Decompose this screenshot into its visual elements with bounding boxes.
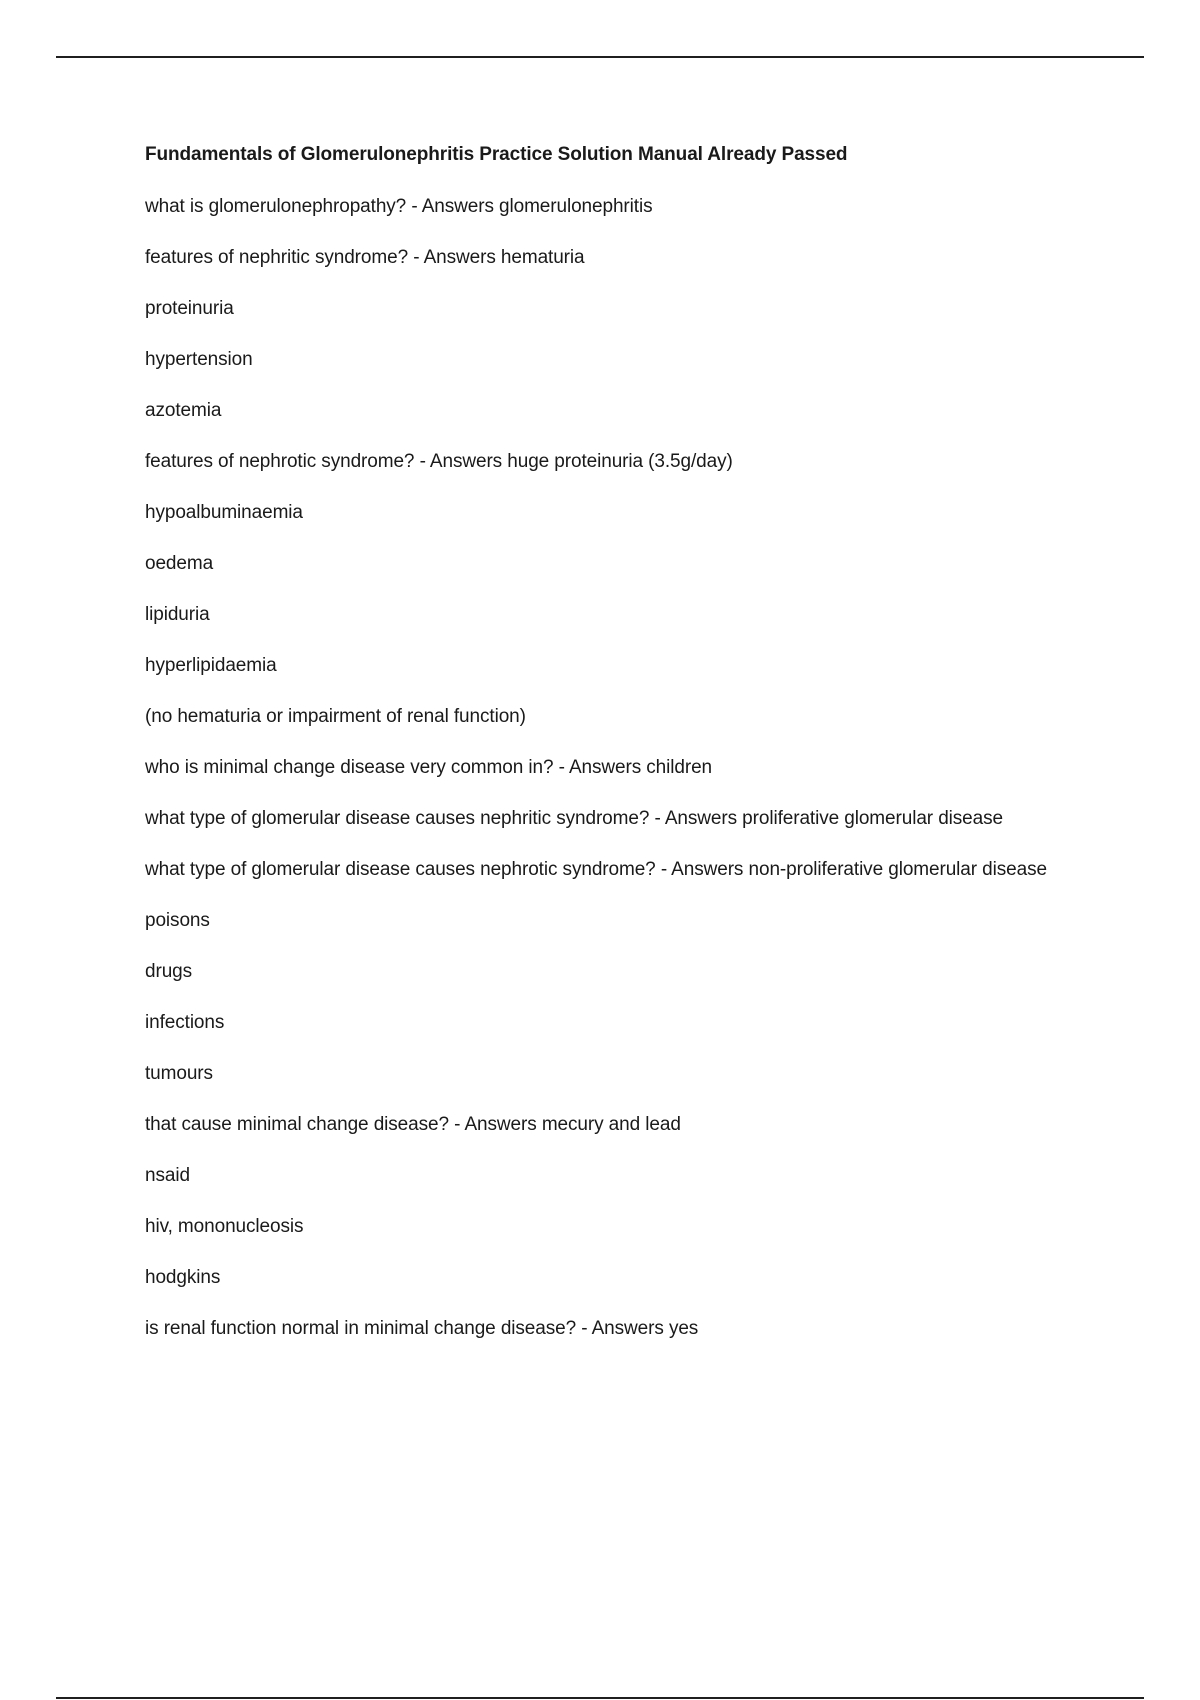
qa-line: (no hematuria or impairment of renal function) xyxy=(145,706,526,727)
qa-line: hypoalbuminaemia xyxy=(145,502,303,523)
qa-line: poisons xyxy=(145,910,210,931)
qa-line: hypertension xyxy=(145,349,253,370)
qa-list xyxy=(145,191,1095,1344)
header-rule xyxy=(56,56,1144,58)
qa-line: tumours xyxy=(145,1063,213,1084)
qa-line: hyperlipidaemia xyxy=(145,655,277,676)
document-body xyxy=(145,140,1095,1364)
footer-rule xyxy=(56,1697,1144,1699)
qa-line: what is glomerulonephropathy? - Answers glomerulonephritis xyxy=(145,196,653,217)
qa-line: oedema xyxy=(145,553,214,574)
qa-line: azotemia xyxy=(145,400,222,421)
qa-line: who is minimal change disease very common in? - Answers children xyxy=(145,757,713,778)
qa-line: infections xyxy=(145,1012,225,1033)
qa-line: nsaid xyxy=(145,1165,190,1186)
document-title: Fundamentals of Glomerulonephritis Practice Solution Manual Already Passed xyxy=(145,144,848,165)
qa-line: lipiduria xyxy=(145,604,210,625)
qa-line: hodgkins xyxy=(145,1267,221,1288)
qa-line: is renal function normal in minimal change disease? - Answers yes xyxy=(145,1318,699,1339)
qa-line: what type of glomerular disease causes nephrotic syndrome? - Answers non-proliferative glomerular disease xyxy=(145,859,1047,880)
qa-line: what type of glomerular disease causes nephritic syndrome? - Answers proliferative glomerular disease xyxy=(145,808,1003,829)
qa-line: that cause minimal change disease? - Answers mecury and lead xyxy=(145,1114,681,1135)
qa-line: features of nephritic syndrome? - Answers hematuria xyxy=(145,247,585,268)
qa-line: features of nephrotic syndrome? - Answers huge proteinuria (3.5g/day) xyxy=(145,451,733,472)
qa-line: proteinuria xyxy=(145,298,234,319)
qa-line: hiv, mononucleosis xyxy=(145,1216,304,1237)
qa-line: drugs xyxy=(145,961,193,982)
